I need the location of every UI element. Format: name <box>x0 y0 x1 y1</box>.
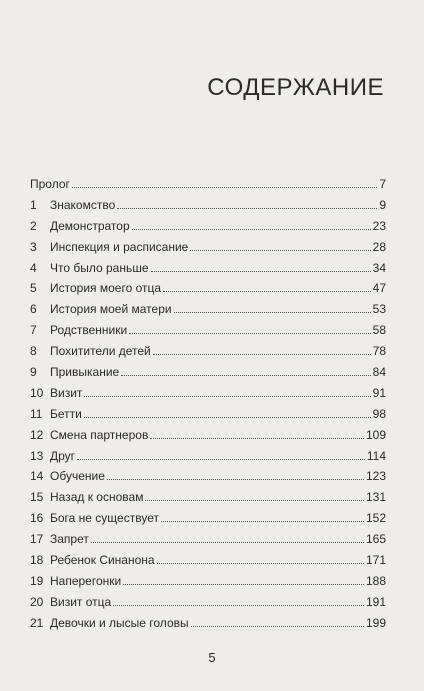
chapter-page: 165 <box>365 532 386 547</box>
chapter-page: 123 <box>365 469 386 484</box>
chapter-title: История моего отца <box>50 281 162 296</box>
dot-leader <box>84 395 370 397</box>
chapter-page: 131 <box>365 490 386 505</box>
chapter-title: Бога не существует <box>50 511 159 526</box>
chapter-page: 28 <box>372 239 386 254</box>
toc-row[interactable] <box>30 299 386 320</box>
chapter-title: Друг <box>50 448 76 463</box>
toc-entry-name: Пролог <box>30 177 70 191</box>
toc-row[interactable] <box>30 487 386 508</box>
chapter-page: 9 <box>379 197 386 212</box>
chapter-number: 10 <box>30 385 44 400</box>
toc-row[interactable] <box>30 195 386 216</box>
chapter-title: Привыкание <box>50 365 120 380</box>
dot-leader <box>117 207 377 209</box>
dot-leader <box>72 186 377 188</box>
toc-row[interactable] <box>30 341 386 362</box>
dot-leader <box>121 374 370 376</box>
chapter-title: История моей матери <box>50 302 172 317</box>
toc-row[interactable] <box>30 237 386 258</box>
chapter-title: Запрет <box>50 532 89 547</box>
toc-row[interactable] <box>30 571 386 592</box>
dot-leader <box>91 541 364 543</box>
dot-leader <box>113 604 364 606</box>
chapter-title: Знакомство <box>50 197 116 212</box>
toc-row[interactable] <box>30 592 386 613</box>
toc-row-prologue[interactable] <box>30 174 386 195</box>
toc-row[interactable] <box>30 613 386 634</box>
dot-leader <box>163 290 371 292</box>
toc-row[interactable] <box>30 508 386 529</box>
dot-leader <box>84 416 371 418</box>
dot-leader <box>191 625 364 627</box>
chapter-page: 171 <box>365 553 386 568</box>
chapter-page: 53 <box>372 302 386 317</box>
chapter-title: Бетти <box>50 406 82 421</box>
toc-row[interactable] <box>30 278 386 299</box>
chapter-number: 2 <box>30 218 37 233</box>
chapter-title: Визит <box>50 385 83 400</box>
toc-row[interactable] <box>30 404 386 425</box>
toc-row[interactable] <box>30 362 386 383</box>
chapter-number: 5 <box>30 281 37 296</box>
chapter-title: Похитители детей <box>50 344 151 359</box>
dot-leader <box>157 562 364 564</box>
chapter-page: 191 <box>365 594 386 609</box>
chapter-number: 1 <box>30 197 37 212</box>
chapter-number: 13 <box>30 448 44 463</box>
toc-row[interactable] <box>30 258 386 279</box>
chapter-number: 21 <box>30 615 44 630</box>
chapter-number: 14 <box>30 469 44 484</box>
chapter-title: Обучение <box>50 469 105 484</box>
dot-leader <box>153 353 371 355</box>
chapter-number: 9 <box>30 365 37 380</box>
chapter-number: 15 <box>30 490 44 505</box>
chapter-title: Инспекция и расписание <box>50 239 189 254</box>
toc-row[interactable] <box>30 446 386 467</box>
chapter-page: 23 <box>372 218 386 233</box>
chapter-page: 114 <box>366 448 386 463</box>
dot-leader <box>161 520 364 522</box>
dot-leader <box>151 270 371 272</box>
dot-leader <box>145 499 364 501</box>
chapter-number: 20 <box>30 594 44 609</box>
chapter-title: Родственники <box>50 323 128 338</box>
dot-leader <box>132 228 371 230</box>
chapter-number: 6 <box>30 302 37 317</box>
chapter-page: 188 <box>365 573 386 588</box>
toc-row[interactable] <box>30 466 386 487</box>
chapter-number: 3 <box>30 239 37 254</box>
chapter-number: 19 <box>30 573 44 588</box>
dot-leader <box>150 437 364 439</box>
page-number: 5 <box>208 650 216 665</box>
chapter-title: Назад к основам <box>50 490 144 505</box>
dot-leader <box>123 583 364 585</box>
chapter-number: 4 <box>30 260 37 275</box>
dot-leader <box>190 249 370 251</box>
toc-row[interactable] <box>30 383 386 404</box>
dot-leader <box>129 332 370 334</box>
chapter-title: Девочки и лысые головы <box>50 615 189 630</box>
chapter-title: Наперегонки <box>50 573 122 588</box>
dot-leader <box>77 458 365 460</box>
chapter-title: Смена партнеров <box>50 427 149 442</box>
toc-entry-page: 7 <box>379 177 386 191</box>
chapter-page: 199 <box>365 615 386 630</box>
chapter-title: Что было раньше <box>50 260 149 275</box>
chapter-number: 18 <box>30 553 44 568</box>
toc-row[interactable] <box>30 529 386 550</box>
chapter-page: 58 <box>372 323 386 338</box>
chapter-page: 84 <box>372 365 386 380</box>
chapter-page: 152 <box>365 511 386 526</box>
toc-row[interactable] <box>30 320 386 341</box>
chapter-page: 91 <box>372 385 386 400</box>
chapter-number: 8 <box>30 344 37 359</box>
chapter-page: 34 <box>372 260 386 275</box>
chapter-page: 98 <box>372 406 386 421</box>
toc-row[interactable] <box>30 425 386 446</box>
table-of-contents <box>30 174 386 634</box>
chapter-title: Ребенок Синанона <box>50 553 155 568</box>
chapter-number: 11 <box>30 406 43 421</box>
chapter-page: 78 <box>372 344 386 359</box>
chapter-title: Визит отца <box>50 594 112 609</box>
toc-row[interactable] <box>30 216 386 237</box>
chapter-number: 16 <box>30 511 44 526</box>
chapter-page: 109 <box>365 427 386 442</box>
chapter-number: 7 <box>30 323 37 338</box>
chapter-title: Демонстратор <box>50 218 130 233</box>
chapter-number: 12 <box>30 427 44 442</box>
chapter-number: 17 <box>30 532 44 547</box>
toc-row[interactable] <box>30 550 386 571</box>
dot-leader <box>174 311 371 313</box>
page-title: СОДЕРЖАНИЕ <box>207 74 384 101</box>
chapter-page: 47 <box>372 281 386 296</box>
dot-leader <box>107 478 364 480</box>
